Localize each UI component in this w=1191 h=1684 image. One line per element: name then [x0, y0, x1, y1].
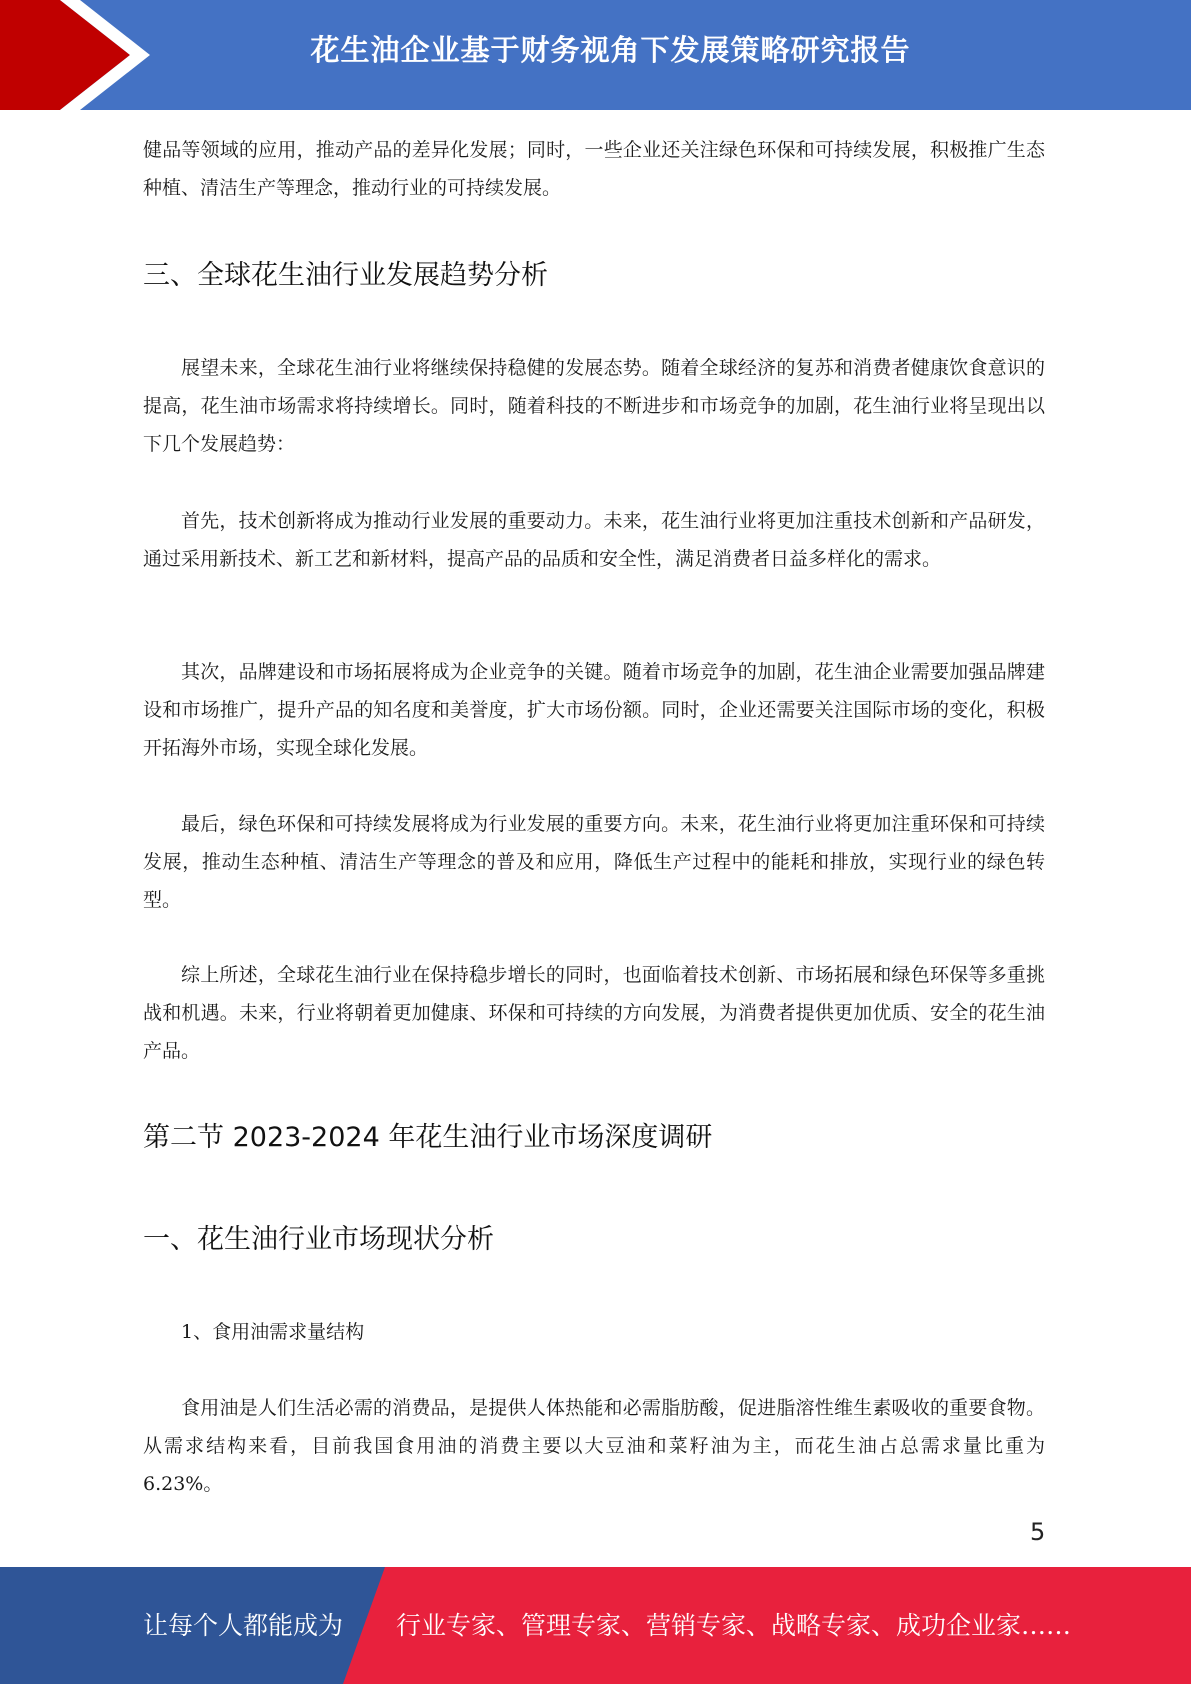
subheading-demand-structure: 1、食用油需求量结构: [181, 1321, 365, 1343]
header-title: 花生油企业基于财务视角下发展策略研究报告: [310, 33, 911, 67]
page-footer: [0, 1567, 1191, 1684]
footer-slogan-right: 行业专家、管理专家、营销专家、战略专家、成功企业家……: [396, 1611, 1072, 1640]
page-header: [0, 0, 1191, 110]
paragraph-demand: 食用油是人们生活必需的消费品，是提供人体热能和必需脂肪酸，促进脂溶性维生素吸收的重要食物。从需求结构来看，目前我国食用油的消费主要以大豆油和菜籽油为主，而花生油占总需求量比重为 6.23%。: [143, 1397, 1045, 1495]
paragraph-intro: 健品等领域的应用，推动产品的差异化发展；同时，一些企业还关注绿色环保和可持续发展，积极推广生态种植、清洁生产等理念，推动行业的可持续发展。: [143, 139, 1045, 199]
page-number: 5: [1030, 1518, 1046, 1546]
paragraph-last: 最后，绿色环保和可持续发展将成为行业发展的重要方向。未来，花生油行业将更加注重环保和可持续发展，推动生态种植、清洁生产等理念的普及和应用，降低生产过程中的能耗和排放，实现行业的绿色转型。: [143, 813, 1045, 911]
heading-market-status: 一、花生油行业市场现状分析: [143, 1224, 494, 1255]
heading-global-trends: 三、全球花生油行业发展趋势分析: [143, 260, 548, 291]
footer-slogan-left: 让每个人都能成为: [143, 1611, 344, 1640]
paragraph-second: 其次，品牌建设和市场拓展将成为企业竞争的关键。随着市场竞争的加剧，花生油企业需要加强品牌建设和市场推广，提升产品的知名度和美誉度，扩大市场份额。同时，企业还需要关注国际市场的变化，积极开拓海外市场，实现全球化发展。: [143, 661, 1045, 759]
paragraph-summary: 综上所述，全球花生油行业在保持稳步增长的同时，也面临着技术创新、市场拓展和绿色环保等多重挑战和机遇。未来，行业将朝着更加健康、环保和可持续的方向发展，为消费者提供更加优质、安全的花生油产品。: [143, 964, 1045, 1062]
paragraph-outlook: 展望未来，全球花生油行业将继续保持稳健的发展态势。随着全球经济的复苏和消费者健康饮食意识的提高，花生油市场需求将持续增长。同时，随着科技的不断进步和市场竞争的加剧，花生油行业将呈现出以下几个发展趋势：: [143, 357, 1045, 455]
paragraph-first: 首先，技术创新将成为推动行业发展的重要动力。未来，花生油行业将更加注重技术创新和产品研发，通过采用新技术、新工艺和新材料，提高产品的品质和安全性，满足消费者日益多样化的需求。: [143, 510, 1045, 570]
section-title: 第二节 2023-2024 年花生油行业市场深度调研: [143, 1122, 713, 1153]
